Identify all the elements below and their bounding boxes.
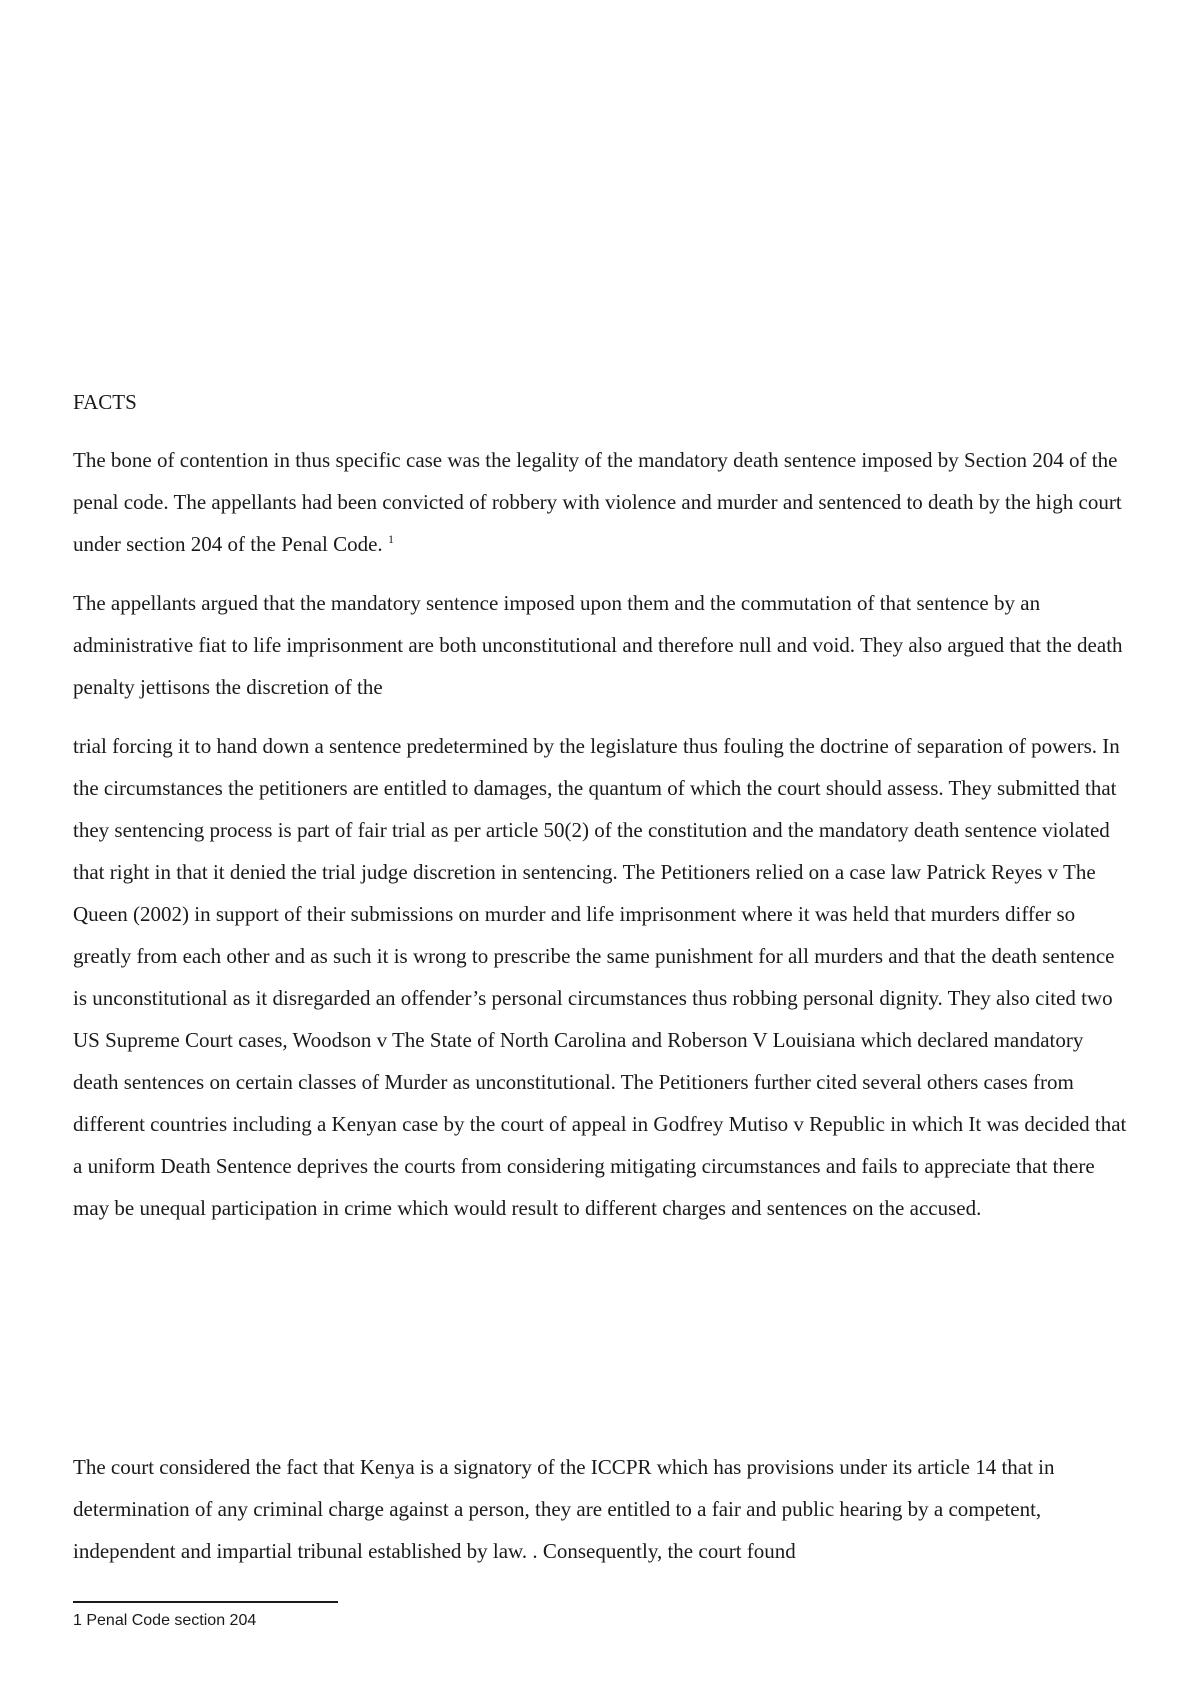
footnote: 1 Penal Code section 204 (73, 1612, 257, 1629)
footnote-separator (73, 1601, 338, 1603)
paragraph-petitioners-submissions: trial forcing it to hand down a sentence predetermined by the legislature thus fouling the doctrine of separation of powers. In the circumstances the petitioners are entitled to damages, the quantum of which the court should assess. They submitted that they sentencing process is part of fair trial as per article 50(2) of the constitution and the mandatory death sentence violated that right in that it denied the trial judge discretion in sentencing. The Petitioners relied on a case law Patrick Reyes v The Queen (2002) in support of their submissions on murder and life imprisonment where it was held that murders differ so greatly from each other and as such it is wrong to prescribe the same punishment for all murders and that the death sentence is unconstitutional as it disregarded an offender’s personal circumstances thus robbing personal dignity. They also cited two US Supreme Court cases, Woodson v The State of North Carolina and Roberson V Louisiana which declared mandatory death sentences on certain classes of Murder as unconstitutional. The Petitioners further cited several others cases from different countries including a Kenyan case by the court of appeal in Godfrey Mutiso v Republic in which It was decided that a uniform Death Sentence deprives the courts from considering mitigating circumstances and fails to appreciate that there may be unequal participation in crime which would result to different charges and sentences on the accused. (73, 734, 1127, 1220)
footnote-reference[interactable]: 1 (387, 532, 394, 546)
paragraph-appellants-argument: The appellants argued that the mandatory sentence imposed upon them and the commutation of that sentence by an administrative fiat to life imprisonment are both unconstitutional and therefore null and void. They also argued that the death penalty jettisons the discretion of the (73, 591, 1123, 699)
paragraph-contention (73, 439, 1133, 565)
paragraph-text: The bone of contention in thus specific case was the legality of the mandatory death sentence imposed by Section 204 of the penal code. The appellants had been convicted of robbery with violence and murder and sentenced to death by the high court under section 204 of the Penal Code. (73, 448, 1122, 556)
section-heading: FACTS (73, 390, 137, 414)
paragraph-court-consideration: The court considered the fact that Kenya is a signatory of the ICCPR which has provisions under its article 14 that in determination of any criminal charge against a person, they are entitled to a fair and public hearing by a competent, independent and impartial tribunal established by law. . Consequently, the court found (73, 1455, 1055, 1563)
